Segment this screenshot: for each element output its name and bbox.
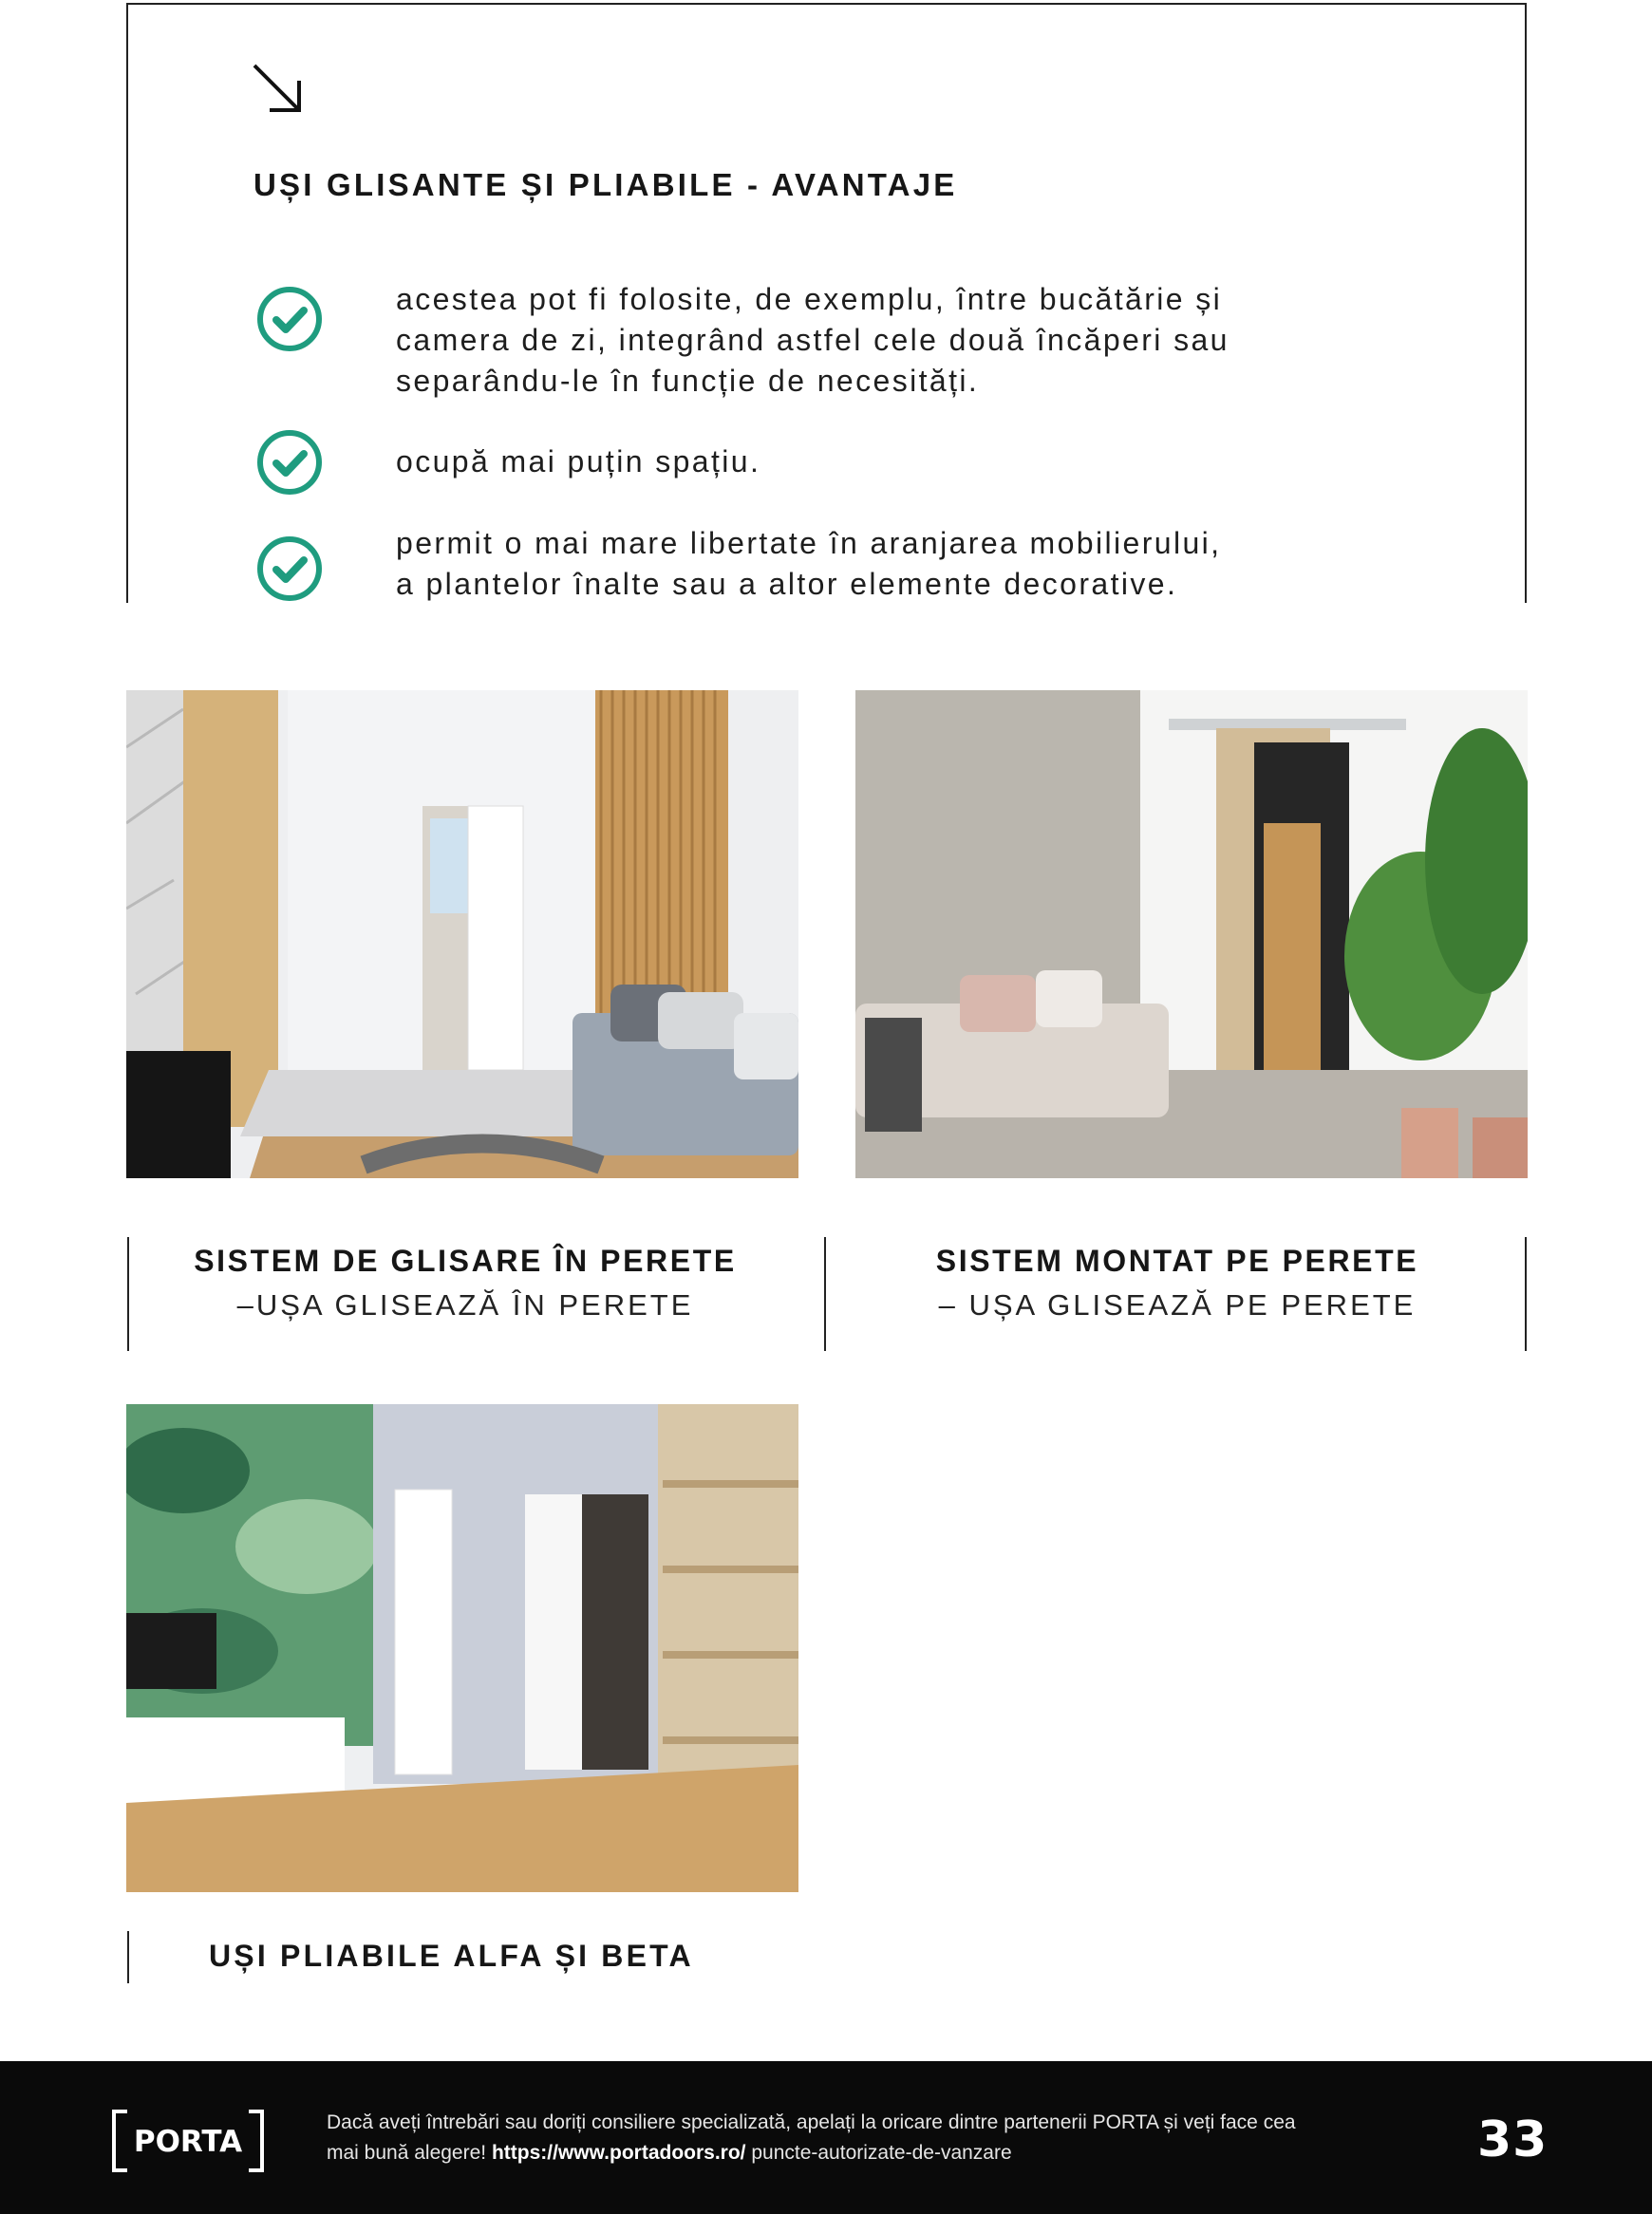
footer-text [327, 2108, 1418, 2168]
benefit-line: separându-le în funcție de necesități. [396, 364, 980, 398]
system-title: SISTEM MONTAT PE PERETE [935, 1244, 1419, 1278]
caption-divider [824, 1237, 826, 1351]
logo-text: PORTA [133, 2125, 243, 2159]
benefit-line: ocupă mai puțin spațiu. [396, 444, 761, 478]
footer-line: Dacă aveți întrebări sau doriți consiliere specializată, apelați la oricare dintre partenerii PORTA și veți face cea [327, 2111, 1296, 2133]
arrow-down-right-icon [249, 61, 306, 118]
frame-right-border [1525, 3, 1527, 603]
benefit-item [396, 523, 1221, 605]
benefit-line: permit o mai mare libertate în aranjarea mobilierului, [396, 526, 1222, 560]
website-link[interactable]: https://www.portadoors.ro/ [491, 2142, 746, 2164]
photo-folding-doors [126, 1404, 798, 1892]
website-link-path[interactable]: puncte-autorizate-de-vanzare [745, 2142, 1012, 2164]
benefit-line: acestea pot fi folosite, de exemplu, între bucătărie și [396, 282, 1223, 316]
page-number: 33 [1477, 2111, 1549, 2168]
benefit-line: camera de zi, integrând astfel cele două încăperi sau [396, 323, 1230, 357]
photo-wall-mounted-sliding-door [855, 690, 1528, 1178]
folding-doors-title: UȘI PLIABILE ALFA ȘI BETA [209, 1939, 694, 1973]
footer-text-prefix: mai bună alegere! [327, 2142, 492, 2164]
porta-logo [112, 2110, 264, 2172]
system-subtitle: –UȘA GLISEAZĂ ÎN PERETE [236, 1288, 694, 1322]
benefit-item [396, 279, 1230, 402]
benefit-line: a plantelor înalte sau a altor elemente decorative. [396, 567, 1178, 601]
photo-pocket-sliding-door [126, 690, 798, 1178]
system-title: SISTEM DE GLISARE ÎN PERETE [194, 1244, 737, 1278]
caption-divider [1525, 1237, 1527, 1351]
frame-left-border [126, 3, 128, 603]
system-subtitle: – UȘA GLISEAZĂ PE PERETE [938, 1288, 1417, 1322]
benefit-item [396, 441, 760, 482]
caption-divider [127, 1237, 129, 1351]
caption-divider [127, 1931, 129, 1983]
frame-top-border [126, 3, 1527, 5]
check-circle-icon [255, 428, 324, 497]
check-circle-icon [255, 535, 324, 603]
check-circle-icon [255, 285, 324, 353]
page-title: UȘI GLISANTE ȘI PLIABILE - AVANTAJE [253, 167, 958, 202]
footer-line [327, 2138, 1418, 2168]
